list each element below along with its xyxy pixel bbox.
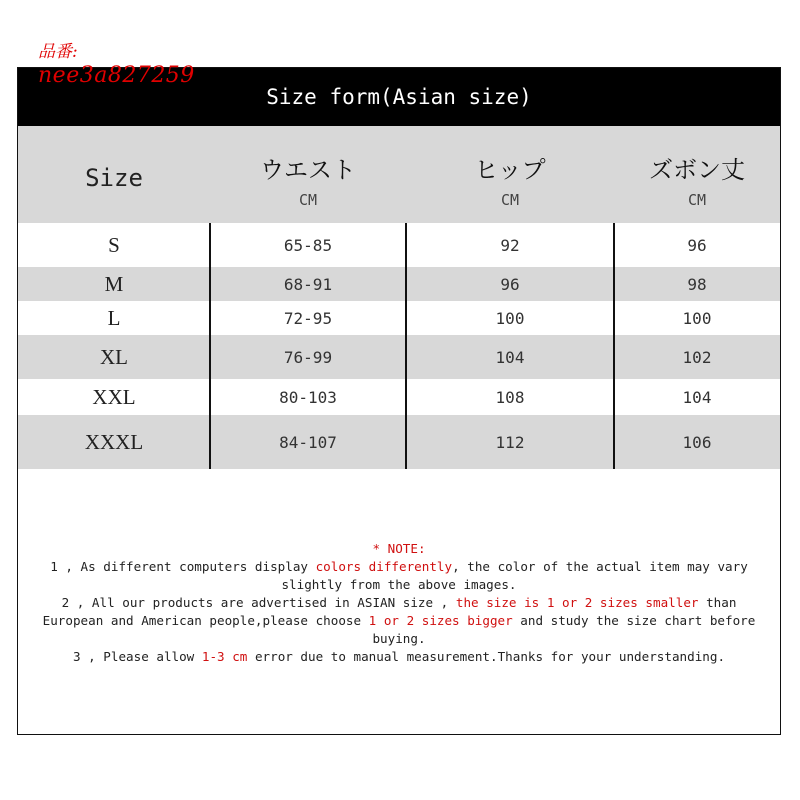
size-cell: XL	[100, 344, 128, 369]
note-3: 3 , Please allow 1-3 cm error due to manual measurement.Thanks for your understanding.	[72, 649, 726, 664]
header-hip	[406, 126, 614, 223]
note-1: 1 , As different computers display colors differently, the color of the actual item may vary	[50, 559, 748, 574]
size-chart-frame	[17, 63, 781, 735]
hip-cell: 108	[495, 387, 525, 407]
chart-title: Size form(Asian size)	[266, 85, 532, 109]
table-row	[18, 301, 780, 335]
column-divider	[613, 223, 615, 469]
length-cell: 104	[682, 387, 712, 407]
header-hip-label: ヒップ	[474, 158, 546, 184]
hip-cell: 92	[500, 235, 520, 255]
header-length	[614, 126, 780, 223]
hip-cell: 104	[495, 347, 525, 367]
length-cell: 98	[687, 274, 707, 294]
watermark-label: 品番:	[38, 42, 78, 62]
table-header-row	[18, 126, 780, 223]
size-cell: M	[104, 271, 124, 296]
header-waist-label: ウエスト	[260, 158, 356, 184]
waist-cell: 68-91	[283, 274, 333, 294]
waist-cell: 80-103	[279, 387, 337, 407]
length-cell: 100	[682, 308, 712, 328]
table-row	[18, 415, 780, 469]
table-body	[18, 223, 780, 469]
notes-heading: * NOTE:	[372, 541, 426, 556]
waist-cell: 72-95	[283, 308, 333, 328]
column-divider	[209, 223, 211, 469]
note-1-cont: slightly from the above images.	[281, 577, 517, 592]
note-2-cont: European and American people,please choose 1 or 2 sizes bigger and study the size chart before	[42, 613, 756, 628]
header-waist	[210, 126, 406, 223]
note-2-end: buying.	[372, 631, 426, 646]
waist-cell: 76-99	[283, 347, 333, 367]
length-cell: 96	[687, 235, 707, 255]
note-2: 2 , All our products are advertised in ASIAN size , the size is 1 or 2 sizes smaller than	[61, 595, 737, 610]
table-row	[18, 223, 780, 267]
hip-cell: 112	[495, 432, 525, 452]
waist-cell: 65-85	[283, 235, 333, 255]
size-cell: L	[107, 305, 121, 330]
header-waist-unit: CM	[298, 191, 318, 209]
table-row	[18, 379, 780, 415]
header-size-label: Size	[85, 164, 143, 192]
product-code-watermark	[38, 44, 195, 87]
size-cell: S	[108, 232, 120, 257]
size-cell: XXL	[92, 384, 136, 409]
table-row	[18, 335, 780, 379]
watermark-code: nee3a827259	[38, 63, 195, 88]
waist-cell: 84-107	[279, 432, 337, 452]
length-cell: 102	[682, 347, 712, 367]
header-size	[18, 126, 210, 223]
size-cell: XXXL	[84, 429, 144, 454]
header-hip-unit: CM	[500, 191, 520, 209]
header-length-unit: CM	[687, 191, 707, 209]
hip-cell: 96	[500, 274, 520, 294]
notes-section	[18, 540, 780, 666]
length-cell: 106	[682, 432, 712, 452]
header-length-label: ズボン丈	[649, 158, 745, 184]
hip-cell: 100	[495, 308, 525, 328]
table-row	[18, 267, 780, 301]
column-divider	[405, 223, 407, 469]
